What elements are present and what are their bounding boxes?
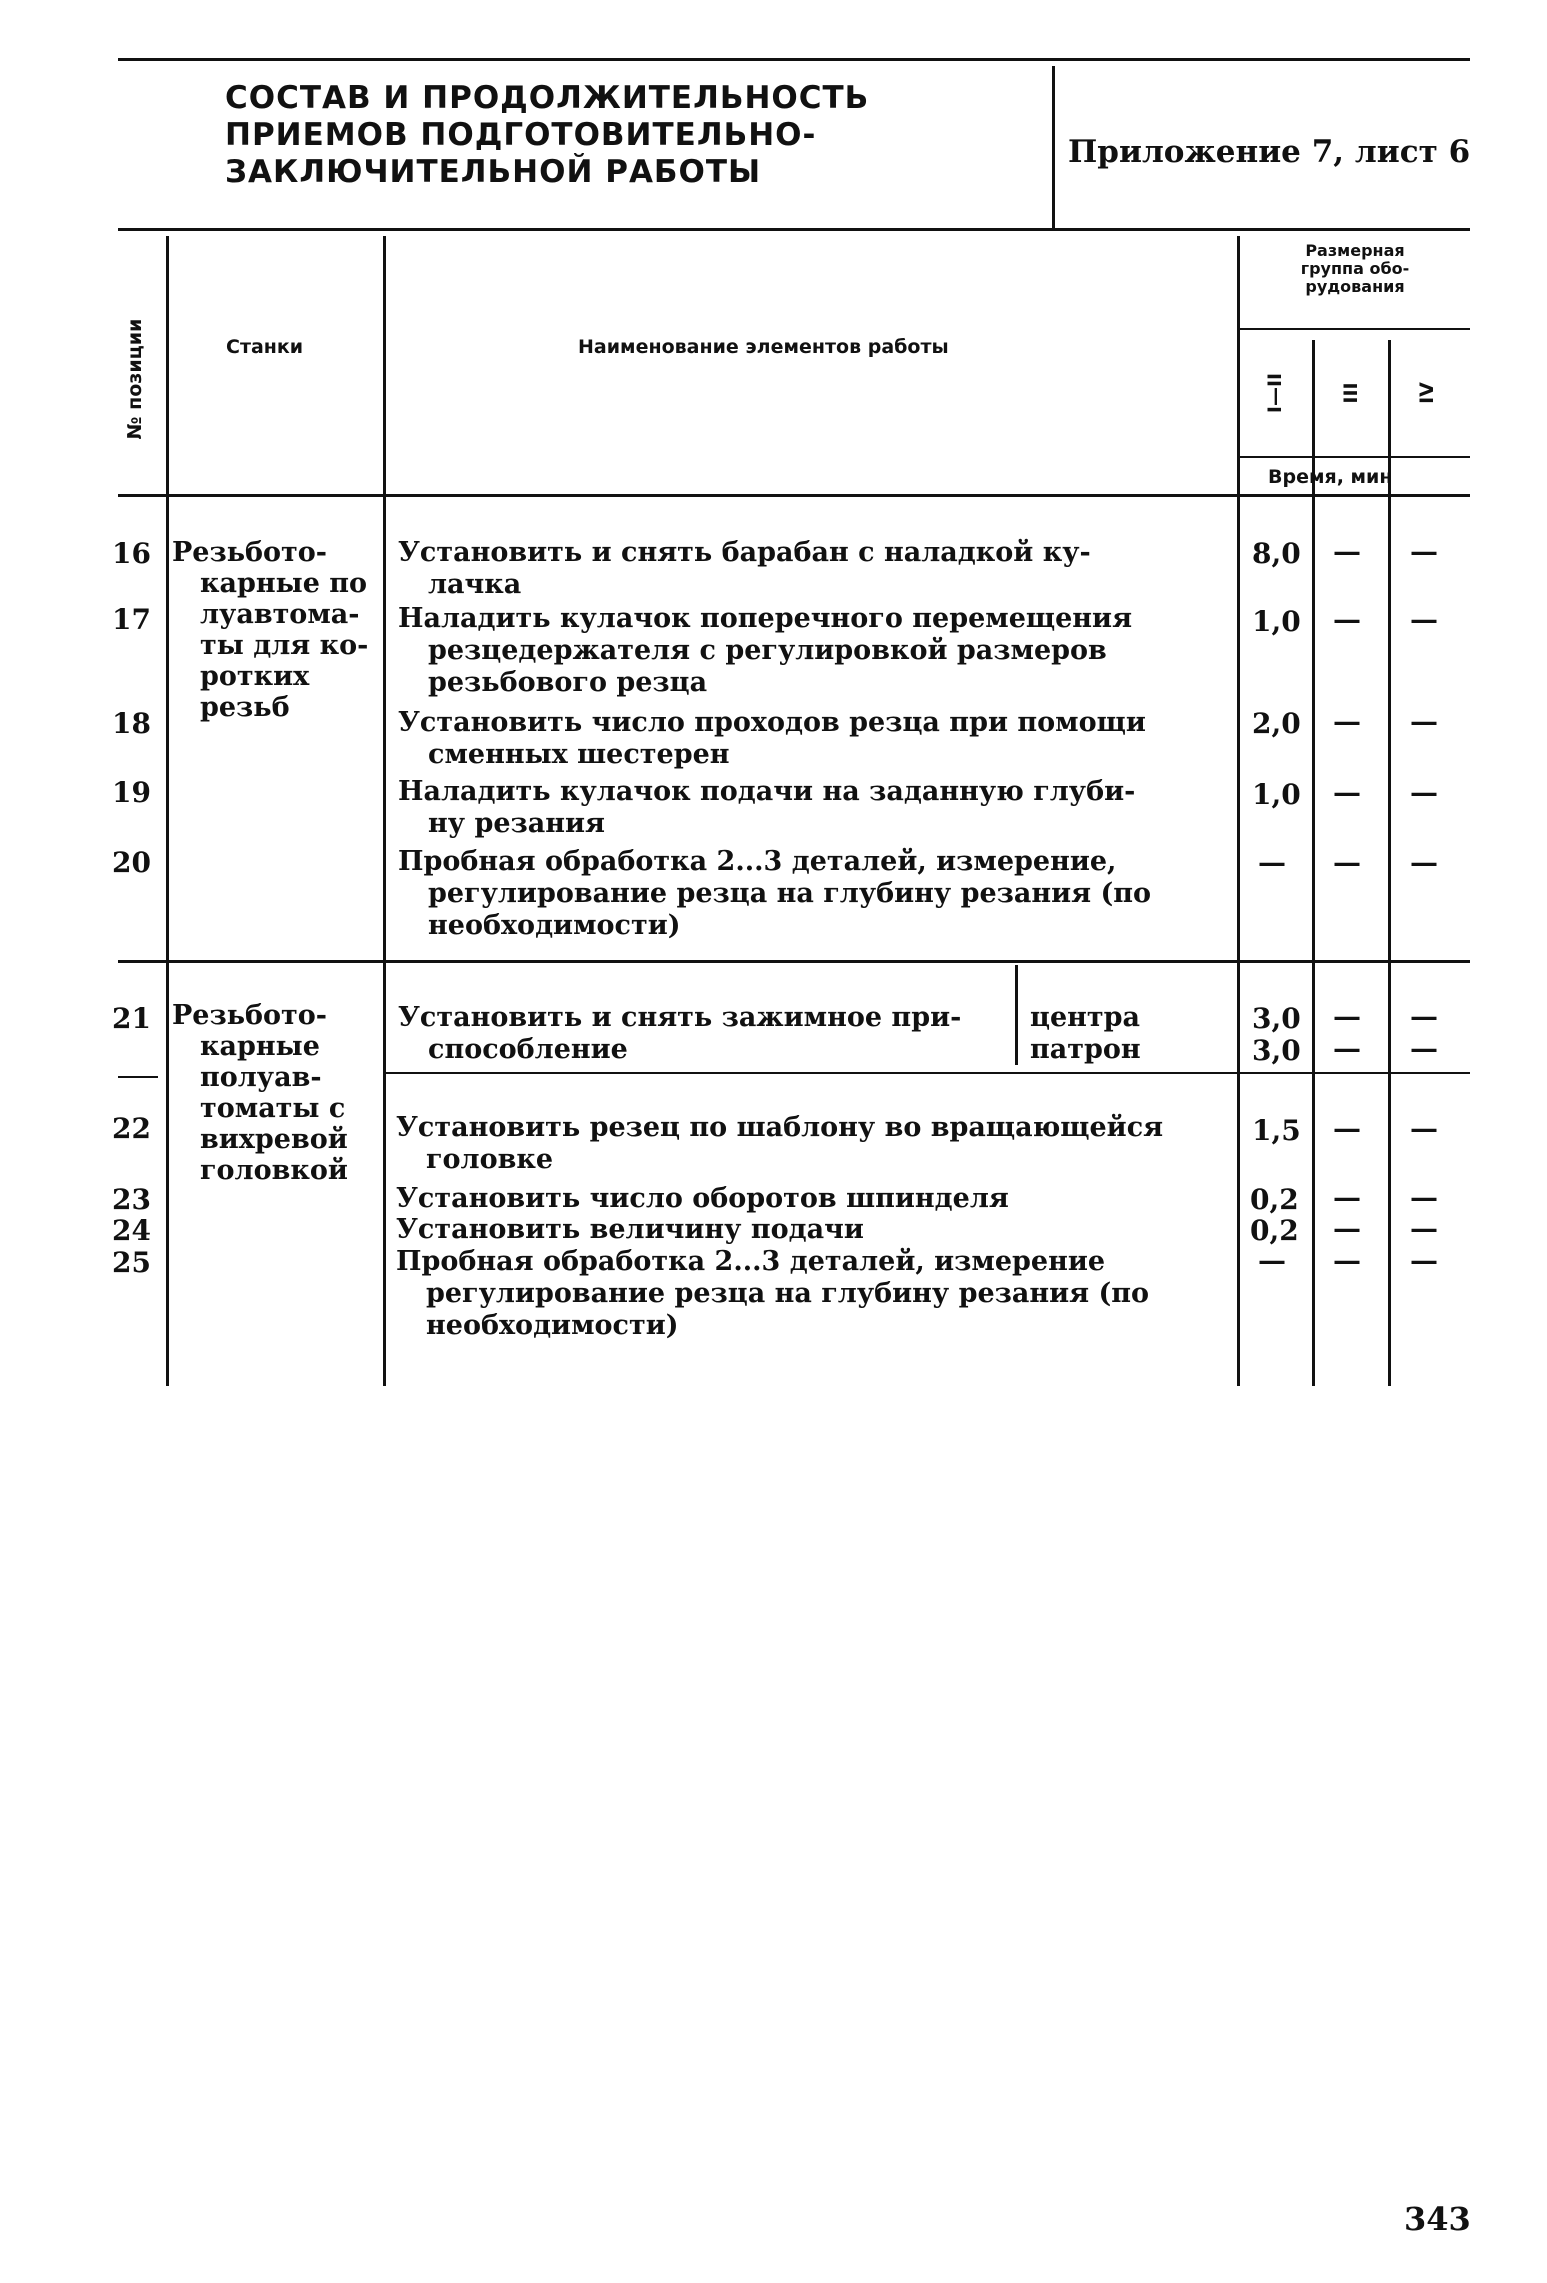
time-value: 0,2 <box>1250 1183 1299 1216</box>
row-number: 22 <box>112 1112 151 1145</box>
work-line: Установить и снять зажимное при- <box>398 1002 962 1033</box>
time-value: — <box>1333 1244 1361 1277</box>
time-value: 8,0 <box>1252 537 1301 570</box>
work-element <box>398 776 1135 840</box>
title-bottom-rule <box>118 228 1470 231</box>
section-divider <box>118 960 1470 963</box>
option-label: центра <box>1030 1002 1140 1033</box>
work-element <box>396 1246 1149 1342</box>
time-value: — <box>1410 1112 1438 1145</box>
time-value: — <box>1410 705 1438 738</box>
time-value: 1,0 <box>1252 778 1301 811</box>
row21-bottom-rule <box>383 1072 1470 1074</box>
work-line: Пробная обработка 2...3 деталей, измерение <box>396 1246 1106 1277</box>
time-value: — <box>1410 1032 1438 1065</box>
machine-line: ты для ко- <box>200 630 369 661</box>
row-number: 16 <box>112 537 151 570</box>
title-line-1: СОСТАВ И ПРОДОЛЖИТЕЛЬНОСТЬ <box>225 80 870 116</box>
work-line: ну резания <box>428 808 605 839</box>
work-line: Наладить кулачок поперечного перемещения <box>398 603 1133 634</box>
work-line: Установить и снять барабан с наладкой ку- <box>398 537 1091 568</box>
machine-line: Резьбото- <box>172 1000 327 1031</box>
col-header-group-3: IV <box>1416 382 1438 404</box>
work-element <box>398 537 1091 601</box>
time-value: — <box>1333 1212 1361 1245</box>
work-line: необходимости) <box>426 1310 679 1341</box>
col-line-pos <box>166 236 169 1386</box>
work-element <box>398 707 1146 771</box>
time-value: — <box>1333 1032 1361 1065</box>
time-value: — <box>1333 705 1361 738</box>
work-line: Установить число оборотов шпинделя <box>396 1183 1009 1214</box>
machine-name-section-2 <box>172 1000 348 1186</box>
work-line: резьбового резца <box>428 667 708 698</box>
work-line: необходимости) <box>428 910 681 941</box>
time-value: 1,5 <box>1252 1114 1301 1147</box>
time-value: — <box>1410 776 1438 809</box>
group-line-1: Размерная <box>1305 241 1405 260</box>
time-value: 3,0 <box>1252 1002 1301 1035</box>
time-value: — <box>1410 1244 1438 1277</box>
group-header-rule <box>1237 328 1470 330</box>
top-rule <box>118 58 1470 61</box>
machine-line: томаты с <box>200 1093 346 1124</box>
title-divider <box>1052 66 1055 228</box>
time-value: — <box>1333 1181 1361 1214</box>
option-label: патрон <box>1030 1034 1141 1065</box>
work-line: регулирование резца на глубину резания (по <box>428 878 1152 909</box>
machine-name-section-1 <box>172 537 368 723</box>
group-line-3: рудования <box>1305 277 1405 296</box>
time-value: — <box>1333 535 1361 568</box>
time-value: 2,0 <box>1252 707 1301 740</box>
pos-separator-21 <box>118 1076 158 1078</box>
time-value: 3,0 <box>1252 1034 1301 1067</box>
time-value: — <box>1410 1000 1438 1033</box>
machine-line: полуав- <box>200 1062 322 1093</box>
time-header-rule <box>1237 456 1470 458</box>
time-value: — <box>1410 603 1438 636</box>
row-number: 24 <box>112 1214 151 1247</box>
time-value: 0,2 <box>1250 1214 1299 1247</box>
time-value: — <box>1333 846 1361 879</box>
work-element <box>398 1002 961 1066</box>
row-number: 25 <box>112 1246 151 1279</box>
work-line: регулирование резца на глубину резания (по <box>426 1278 1150 1309</box>
work-line: способление <box>428 1034 628 1065</box>
work-line: головке <box>426 1144 554 1175</box>
work-element <box>398 846 1151 942</box>
row-number: 20 <box>112 846 151 879</box>
machine-line: Резьбото- <box>172 537 327 568</box>
machine-line: карные <box>200 1031 320 1062</box>
machine-line: луавтома- <box>200 599 360 630</box>
work-element <box>398 603 1132 699</box>
work-line: сменных шестерен <box>428 739 730 770</box>
machine-line: ротких <box>200 661 310 692</box>
col-header-time: Время, мин <box>1268 466 1393 488</box>
col-line-elements <box>1237 236 1240 1386</box>
machine-line: резьб <box>200 692 290 723</box>
header-bottom-rule <box>118 494 1470 497</box>
work-element <box>396 1214 864 1246</box>
machine-line: вихревой <box>200 1124 348 1155</box>
time-value: — <box>1258 1244 1286 1277</box>
work-line: лачка <box>428 569 522 600</box>
work-line: Пробная обработка 2...3 деталей, измерение, <box>398 846 1117 877</box>
page-number: 343 <box>1404 2200 1471 2238</box>
col-header-group-1: I—II <box>1264 372 1286 414</box>
col-header-elements: Наименование элементов работы <box>578 336 949 358</box>
work-line: резцедержателя с регулировкой размеров <box>428 635 1107 666</box>
row-number: 17 <box>112 603 151 636</box>
col-header-machines: Станки <box>226 336 304 358</box>
col-header-position: № позиции <box>124 318 146 440</box>
title-line-3: ЗАКЛЮЧИТЕЛЬНОЙ РАБОТЫ <box>225 154 762 190</box>
work-line: Установить величину подачи <box>396 1214 864 1245</box>
work-line: Установить число проходов резца при помощи <box>398 707 1146 738</box>
time-value: — <box>1333 603 1361 636</box>
work-line: Установить резец по шаблону во вращающейся <box>396 1112 1164 1143</box>
row-number: 21 <box>112 1002 151 1035</box>
group-line-2: группа обо- <box>1300 259 1410 278</box>
time-value: — <box>1333 1112 1361 1145</box>
row-number: 18 <box>112 707 151 740</box>
time-value: — <box>1410 1212 1438 1245</box>
time-value: — <box>1333 776 1361 809</box>
sheet-reference: Приложение 7, лист 6 <box>1068 134 1471 170</box>
work-element <box>396 1112 1163 1176</box>
machine-line: головкой <box>200 1155 348 1186</box>
time-value: — <box>1410 535 1438 568</box>
time-value: 1,0 <box>1252 605 1301 638</box>
work-element <box>396 1183 1009 1215</box>
work-line: Наладить кулачок подачи на заданную глуби- <box>398 776 1136 807</box>
col-line-option <box>1015 965 1018 1065</box>
time-value: — <box>1410 846 1438 879</box>
col-header-group <box>1245 242 1465 296</box>
machine-line: карные по <box>200 568 368 599</box>
col-line-machines <box>383 236 386 1386</box>
col-header-group-2: III <box>1340 382 1362 404</box>
row-number: 19 <box>112 776 151 809</box>
row-number: 23 <box>112 1183 151 1216</box>
time-value: — <box>1410 1181 1438 1214</box>
time-value: — <box>1258 846 1286 879</box>
page-title <box>225 80 869 191</box>
time-value: — <box>1333 1000 1361 1033</box>
title-line-2: ПРИЕМОВ ПОДГОТОВИТЕЛЬНО- <box>225 117 817 153</box>
